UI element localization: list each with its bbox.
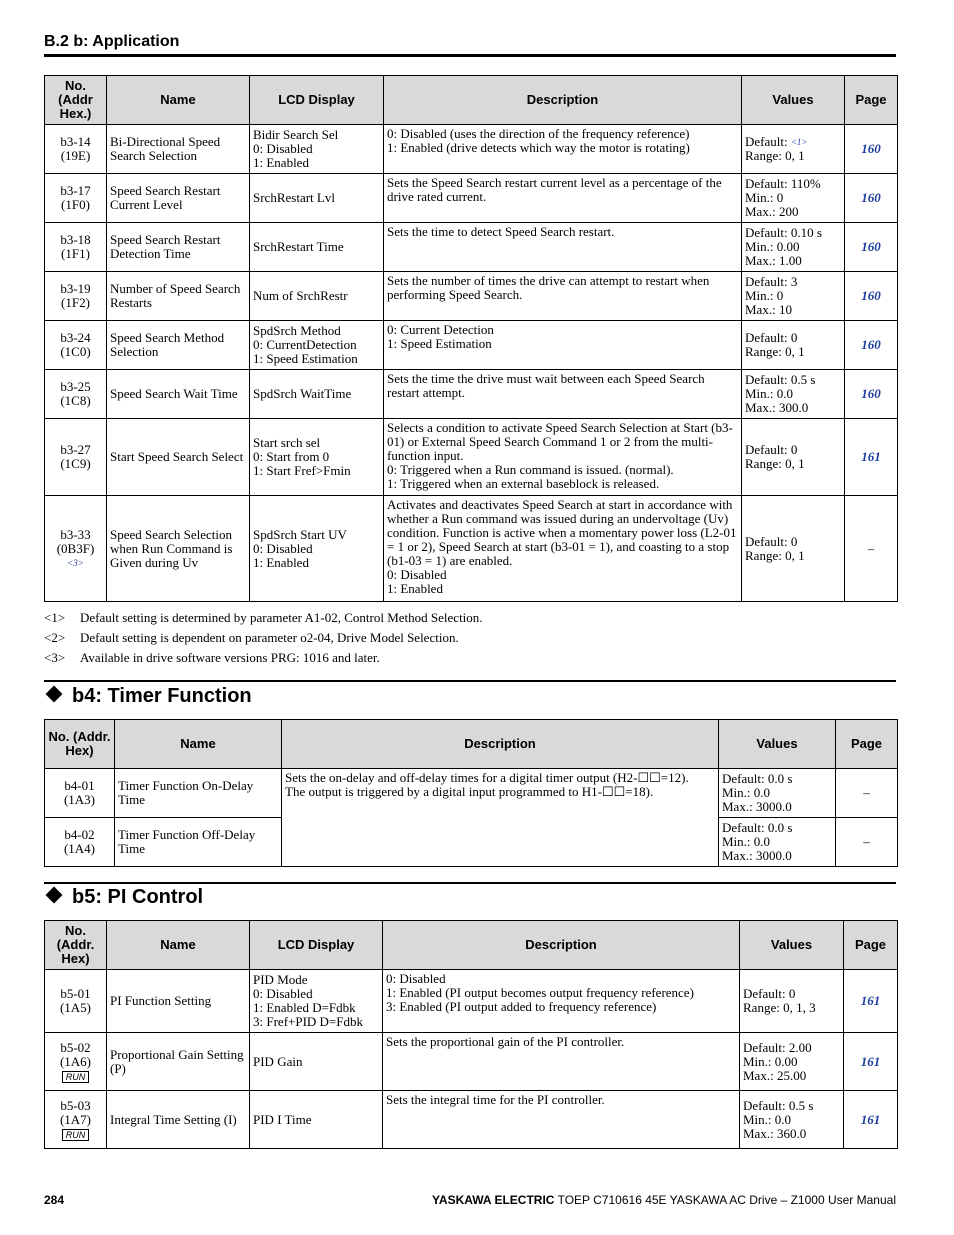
param-values: Default: 0 Range: 0, 1	[742, 321, 845, 370]
param-number: b3-17 (1F0)	[45, 174, 107, 223]
param-page[interactable]: 160	[845, 321, 898, 370]
param-lcd-display: Num of SrchRestr	[250, 272, 384, 321]
b4-parameter-table	[44, 719, 898, 867]
param-page: –	[836, 769, 898, 818]
header-rule	[44, 54, 896, 57]
param-lcd-display: PID Mode 0: Disabled 1: Enabled D=Fdbk 3: Fref+PID D=Fdbk	[250, 970, 383, 1033]
param-page[interactable]: 161	[844, 1091, 898, 1149]
param-number: b5-01 (1A5)	[45, 970, 107, 1033]
param-page[interactable]: 160	[845, 223, 898, 272]
col-header-no: No. (Addr. Hex)	[45, 720, 115, 769]
param-number: b3-27 (1C9)	[45, 419, 107, 496]
param-values: Default: 110% Min.: 0 Max.: 200	[742, 174, 845, 223]
param-lcd-display: Start srch sel 0: Start from 0 1: Start Fref>Fmin	[250, 419, 384, 496]
param-name: Speed Search Wait Time	[107, 370, 250, 419]
param-page[interactable]: 161	[844, 970, 898, 1033]
param-description: 0: Disabled (uses the direction of the frequency reference) 1: Enabled (drive detects which way the motor is rotating)	[384, 125, 742, 174]
col-header-values: Values	[719, 720, 836, 769]
param-number: b5-02 (1A6) RUN	[45, 1033, 107, 1091]
param-number: b5-03 (1A7) RUN	[45, 1091, 107, 1149]
param-lcd-display: SpdSrch WaitTime	[250, 370, 384, 419]
b3-parameter-table	[44, 75, 898, 602]
footnote: <2> Default setting is dependent on parameter o2-04, Drive Model Selection.	[44, 630, 459, 645]
table-row	[45, 223, 898, 272]
param-values: Default: $^{<1>}$ Range: 0, 1	[742, 125, 845, 174]
section-header: B.2 b: Application	[44, 33, 180, 50]
b5-parameter-table	[44, 920, 898, 1149]
table-row	[45, 174, 898, 223]
param-description: Sets the proportional gain of the PI controller.	[383, 1033, 740, 1091]
param-page[interactable]: 160	[845, 370, 898, 419]
param-values: Default: 3 Min.: 0 Max.: 10	[742, 272, 845, 321]
table-row	[45, 970, 898, 1033]
param-values: Default: 0 Range: 0, 1, 3	[740, 970, 844, 1033]
param-values: Default: 0 Range: 0, 1	[742, 419, 845, 496]
param-page: –	[845, 496, 898, 602]
col-header-lcd: LCD Display	[250, 76, 384, 125]
table-row	[45, 1091, 898, 1149]
param-lcd-display: SrchRestart Time	[250, 223, 384, 272]
footer-brand: YASKAWA ELECTRIC	[432, 1193, 555, 1207]
col-header-page: Page	[836, 720, 898, 769]
param-values: Default: 0.0 s Min.: 0.0 Max.: 3000.0	[719, 818, 836, 867]
param-number: b3-25 (1C8)	[45, 370, 107, 419]
param-name: Number of Speed Search Restarts	[107, 272, 250, 321]
param-page: –	[836, 818, 898, 867]
param-values: Default: 0.5 s Min.: 0.0 Max.: 300.0	[742, 370, 845, 419]
col-header-page: Page	[844, 921, 898, 970]
param-description: Sets the time to detect Speed Search restart.	[384, 223, 742, 272]
param-page[interactable]: 161	[845, 419, 898, 496]
param-name: Speed Search Method Selection	[107, 321, 250, 370]
page-number: 284	[44, 1193, 65, 1207]
param-name: Integral Time Setting (I)	[107, 1091, 250, 1149]
table-row	[45, 321, 898, 370]
param-description: Sets the number of times the drive can attempt to restart when performing Speed Search.	[384, 272, 742, 321]
param-description: 0: Disabled 1: Enabled (PI output becomes output frequency reference) 3: Enabled (PI output added to frequency reference)	[383, 970, 740, 1033]
param-number: b3-14 (19E)	[45, 125, 107, 174]
col-header-description: Description	[282, 720, 719, 769]
param-values: Default: 0.10 s Min.: 0.00 Max.: 1.00	[742, 223, 845, 272]
param-number: b3-33 (0B3F) <3>	[45, 496, 107, 602]
footnotes	[44, 608, 483, 668]
param-name: PI Function Setting	[107, 970, 250, 1033]
param-name: Proportional Gain Setting (P)	[107, 1033, 250, 1091]
param-number: b4-01 (1A3)	[45, 769, 115, 818]
param-values: Default: 0.5 s Min.: 0.0 Max.: 360.0	[740, 1091, 844, 1149]
section-title-b4: b4: Timer Function	[44, 685, 252, 708]
param-lcd-display: PID Gain	[250, 1033, 383, 1091]
section-rule	[44, 680, 896, 682]
table-row	[45, 769, 898, 818]
param-description: Sets the integral time for the PI controller.	[383, 1091, 740, 1149]
param-number: b3-24 (1C0)	[45, 321, 107, 370]
footnote-ref: <3>	[67, 557, 84, 568]
footnote-ref: <1>	[790, 137, 808, 147]
table-row	[45, 272, 898, 321]
param-name: Speed Search Restart Detection Time	[107, 223, 250, 272]
table-row	[45, 125, 898, 174]
param-number: b3-19 (1F2)	[45, 272, 107, 321]
param-description: Activates and deactivates Speed Search at start in accordance with whether a Run command was issued during an undervoltage (Uv) condition. Function is active when a momentary power loss (L2-01 = 1 or 2), Speed Search at start (b3-01 = 1), and coasting to a stop (b1-03 = 1) are enabled. 0: Disabled 1: Enabled	[384, 496, 742, 602]
col-header-values: Values	[742, 76, 845, 125]
section-rule	[44, 882, 896, 884]
col-header-name: Name	[115, 720, 282, 769]
param-page[interactable]: 161	[844, 1033, 898, 1091]
param-values: Default: 0.0 s Min.: 0.0 Max.: 3000.0	[719, 769, 836, 818]
param-description: Sets the on-delay and off-delay times for a digital timer output (H2-☐☐=12). The output is triggered by a digital input programmed to H1-☐☐=18).	[282, 769, 719, 867]
col-header-description: Description	[384, 76, 742, 125]
param-name: Bi-Directional Speed Search Selection	[107, 125, 250, 174]
param-description: 0: Current Detection 1: Speed Estimation	[384, 321, 742, 370]
param-page[interactable]: 160	[845, 174, 898, 223]
col-header-page: Page	[845, 76, 898, 125]
run-badge: RUN	[62, 1071, 90, 1083]
col-header-name: Name	[107, 921, 250, 970]
param-name: Speed Search Restart Current Level	[107, 174, 250, 223]
diamond-bullet-icon	[46, 887, 63, 904]
param-lcd-display: SrchRestart Lvl	[250, 174, 384, 223]
run-badge: RUN	[62, 1129, 90, 1141]
col-header-description: Description	[383, 921, 740, 970]
param-lcd-display: SpdSrch Method 0: CurrentDetection 1: Speed Estimation	[250, 321, 384, 370]
param-lcd-display: SpdSrch Start UV 0: Disabled 1: Enabled	[250, 496, 384, 602]
param-page[interactable]: 160	[845, 125, 898, 174]
table-row	[45, 370, 898, 419]
col-header-no: No. (Addr Hex.)	[45, 76, 107, 125]
param-description: Sets the time the drive must wait between each Speed Search restart attempt.	[384, 370, 742, 419]
footnote: <3> Available in drive software versions PRG: 1016 and later.	[44, 650, 380, 665]
footnote: <1> Default setting is determined by parameter A1-02, Control Method Selection.	[44, 610, 483, 625]
param-number: b4-02 (1A4)	[45, 818, 115, 867]
param-values: Default: 0 Range: 0, 1	[742, 496, 845, 602]
col-header-no: No. (Addr. Hex)	[45, 921, 107, 970]
param-values: Default: 2.00 Min.: 0.00 Max.: 25.00	[740, 1033, 844, 1091]
param-lcd-display: PID I Time	[250, 1091, 383, 1149]
col-header-name: Name	[107, 76, 250, 125]
table-row	[45, 1033, 898, 1091]
col-header-lcd: LCD Display	[250, 921, 383, 970]
param-lcd-display: Bidir Search Sel 0: Disabled 1: Enabled	[250, 125, 384, 174]
param-description: Sets the Speed Search restart current level as a percentage of the drive rated current.	[384, 174, 742, 223]
col-header-values: Values	[740, 921, 844, 970]
param-description: Selects a condition to activate Speed Search Selection at Start (b3-01) or External Speed Search Command 1 or 2 from the multi-function input. 0: Triggered when a Run command is issued. (normal). 1: Triggered when an external baseblock is released.	[384, 419, 742, 496]
param-name: Timer Function Off-Delay Time	[115, 818, 282, 867]
table-row	[45, 496, 898, 602]
footer-text: YASKAWA ELECTRIC TOEP C710616 45E YASKAWA AC Drive – Z1000 User Manual	[432, 1193, 896, 1207]
section-title-b5: b5: PI Control	[44, 886, 203, 909]
param-number: b3-18 (1F1)	[45, 223, 107, 272]
table-row	[45, 419, 898, 496]
param-page[interactable]: 160	[845, 272, 898, 321]
param-name: Start Speed Search Select	[107, 419, 250, 496]
param-name: Timer Function On-Delay Time	[115, 769, 282, 818]
param-name: Speed Search Selection when Run Command is Given during Uv	[107, 496, 250, 602]
diamond-bullet-icon	[46, 686, 63, 703]
